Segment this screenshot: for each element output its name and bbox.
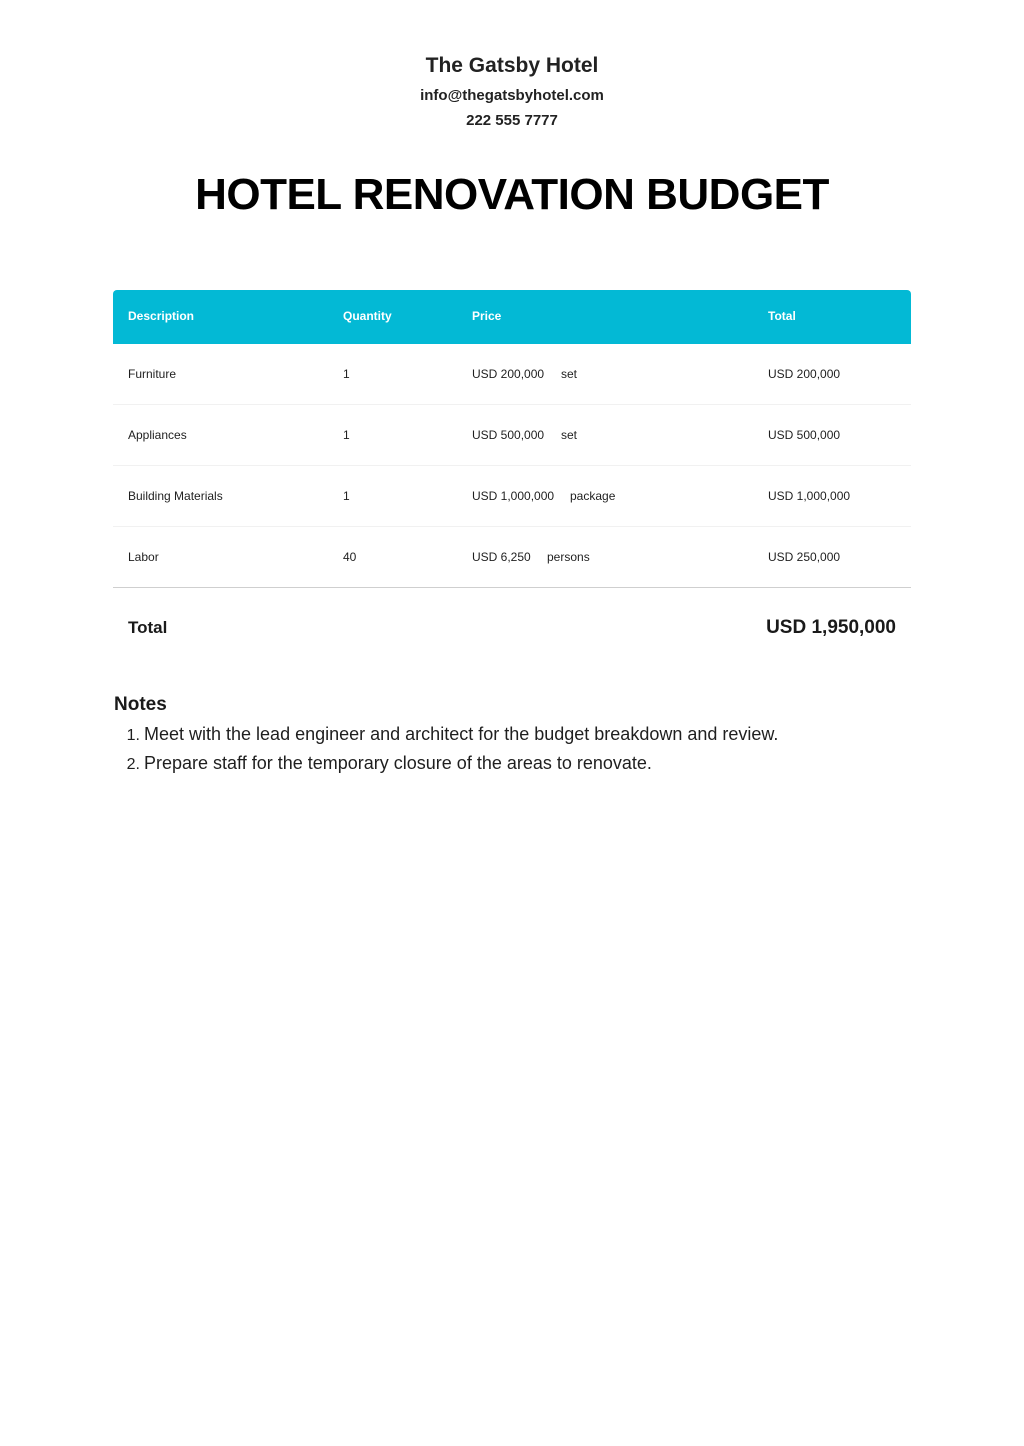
row-total: USD 250,000: [768, 550, 841, 564]
row-price: USD 500,000: [472, 428, 545, 442]
notes-heading: Notes: [114, 694, 167, 715]
list-item-text: Prepare staff for the temporary closure of the areas to renovate.: [144, 753, 652, 773]
column-header-quantity: Quantity: [343, 309, 392, 323]
list-item-number: 2.: [126, 756, 140, 773]
row-unit: set: [561, 428, 578, 442]
total-row: [113, 588, 911, 668]
row-total: USD 500,000: [768, 428, 841, 442]
row-unit: package: [570, 489, 616, 503]
row-description: Appliances: [128, 428, 187, 442]
row-unit: persons: [547, 550, 590, 564]
row-price: USD 200,000: [472, 367, 545, 381]
row-price: USD 6,250: [472, 550, 531, 564]
row-quantity: 1: [343, 367, 350, 381]
total-label: Total: [128, 618, 168, 637]
row-quantity: 40: [343, 550, 357, 564]
row-description: Labor: [128, 550, 159, 564]
budget-table: [113, 290, 911, 668]
notes-list: [114, 722, 778, 780]
table-row: [113, 344, 911, 405]
row-description: Building Materials: [128, 489, 223, 503]
company-phone: 222 555 7777: [466, 112, 558, 129]
row-quantity: 1: [343, 428, 350, 442]
page-title: HOTEL RENOVATION BUDGET: [195, 170, 829, 219]
company-name: The Gatsby Hotel: [425, 54, 599, 77]
column-header-price: Price: [472, 309, 502, 323]
row-unit: set: [561, 367, 578, 381]
company-email: info@thegatsbyhotel.com: [420, 87, 604, 104]
row-total: USD 1,000,000: [768, 489, 851, 503]
row-price: USD 1,000,000: [472, 489, 555, 503]
table-row: [113, 466, 911, 527]
table-header: [113, 290, 911, 344]
list-item-number: 1.: [126, 727, 140, 744]
list-item: [114, 751, 778, 780]
row-total: USD 200,000: [768, 367, 841, 381]
column-header-description: Description: [128, 309, 195, 323]
row-quantity: 1: [343, 489, 350, 503]
table-row: [113, 527, 911, 588]
list-item: [114, 722, 778, 751]
row-description: Furniture: [128, 367, 177, 381]
list-item-text: Meet with the lead engineer and architect for the budget breakdown and review.: [144, 724, 779, 744]
column-header-total: Total: [768, 309, 796, 323]
total-value: USD 1,950,000: [766, 617, 896, 638]
table-row: [113, 405, 911, 466]
